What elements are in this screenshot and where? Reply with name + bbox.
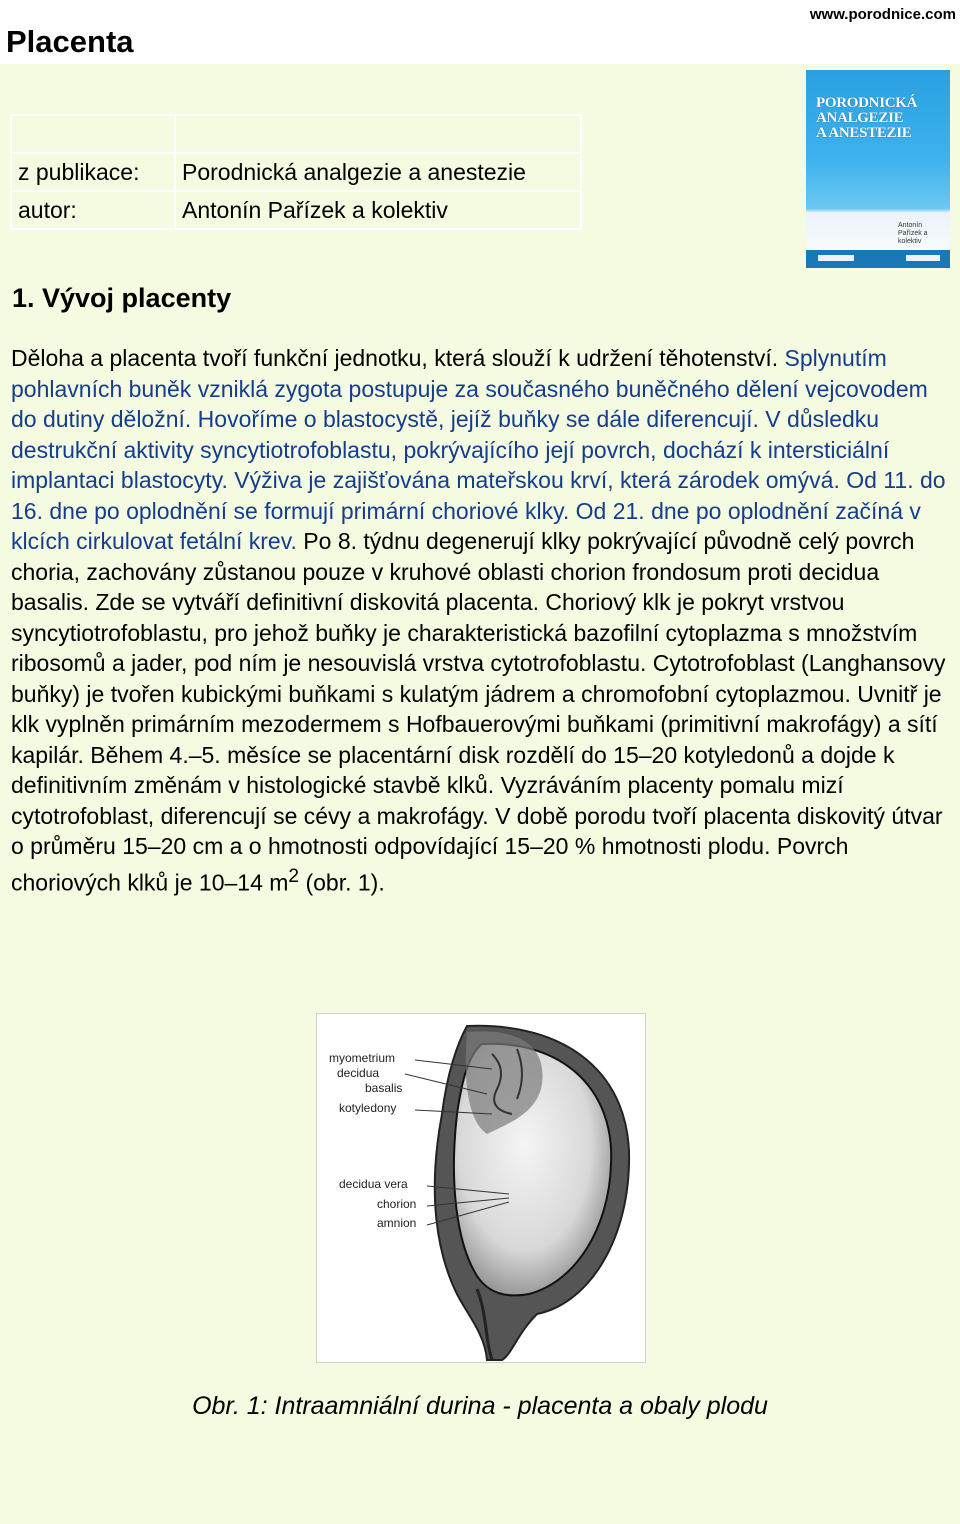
publication-label: z publikace: [11, 153, 175, 191]
paragraph-text: Po 8. týdnu degenerují klky pokrývající původně celý povrch choria, zachovány zůstanou pouze v kruhové oblasti chorion frondosum proti decidua basalis. Zde se vytváří definitivní diskovitá placenta. Choriový klk je pokryt vrstvou syncytiotrofoblastu, pro jehož buňky je charakteristická bazofilní cytoplazma s množstvím ribosomů a jader, pod ním je nesouvislá vrstva cytotrofoblastu. Cytotrofoblast (Langhansovy buňky) je tvořen kubickými buňkami s kulatým jádrem a chromofobní cytoplazmou. Uvnitř je klk vyplněn primárním mezodermem s Hofbauerovými buňkami (primitivní makrofágy) a sítí kapilár. Během 4.–5. měsíce se placentární disk rozdělí do 15–20 kotyledonů a dojde k definitivním změnám v histologické stavbě klků. Vyzráváním placenty pomalu mizí cytotrofoblast, diferencují se cévy a makrofágy. V době porodu tvoří placenta diskovitý útvar o průměru 15–20 cm a o hmotnosti odpovídající 15–20 % hmotnosti plodu. Povrch choriových klků je 10–14 m [11, 528, 946, 896]
body-paragraph [11, 343, 949, 898]
placenta-diagram [317, 1014, 645, 1362]
table-row [11, 153, 581, 191]
publication-value: Porodnická analgezie a anestezie [175, 153, 581, 191]
book-cover-footer [806, 250, 950, 268]
label-chorion: chorion [377, 1197, 417, 1211]
label-kotyledony: kotyledony [339, 1101, 397, 1115]
paragraph-highlighted-text: Splynutím pohlavních buněk vzniklá zygota postupuje za současného buněčného dělení vejcovodem do dutiny děložní. Hovoříme o blastocystě, jejíž buňky se dále diferencují. V důsledku destrukční aktivity syncytiotrofoblastu, pokrývajícího její povrch, dochází k intersticiální implantaci blastocyty. Výživa je zajišťována mateřskou krví, která zárodek omývá. Od 11. do 16. dne po oplodnění se formují primární choriové klky. Od 21. dne po oplodnění začíná v klcích cirkulovat fetální krev. [11, 345, 946, 554]
table-spacer-row [11, 115, 581, 153]
figure-caption: Obr. 1: Intraamniální durina - placenta a obaly plodu [192, 1392, 768, 1420]
label-amnion: amnion [377, 1216, 417, 1230]
book-cover-title [816, 96, 942, 141]
book-cover-image [806, 70, 950, 268]
label-basalis: basalis [365, 1081, 403, 1095]
paragraph-sentence: Děloha a placenta tvoří funkční jednotku, která slouží k udržení těhotenství. [11, 345, 785, 371]
paragraph-text-end: (obr. 1). [299, 869, 385, 896]
cover-title-line: PORODNICKÁ [816, 95, 918, 111]
book-cover-author: Antonín Pařízek a kolektiv [898, 222, 928, 245]
table-row [11, 191, 581, 229]
cover-title-line: A ANESTEZIE [816, 125, 912, 141]
section-heading: 1. Vývoj placenty [12, 283, 232, 313]
cover-title-line: ANALGEZIE [816, 110, 904, 126]
placenta-illustration [316, 1013, 646, 1363]
author-label: autor: [11, 191, 175, 229]
author-value: Antonín Pařízek a kolektiv [175, 191, 581, 229]
site-url[interactable]: www.porodnice.com [809, 6, 956, 23]
superscript: 2 [288, 865, 300, 887]
label-myometrium: myometrium [329, 1051, 396, 1065]
label-decidua-vera: decidua vera [339, 1177, 408, 1191]
publication-info-table [10, 114, 582, 230]
page-title: Placenta [6, 24, 134, 59]
label-decidua: decidua [337, 1066, 380, 1080]
